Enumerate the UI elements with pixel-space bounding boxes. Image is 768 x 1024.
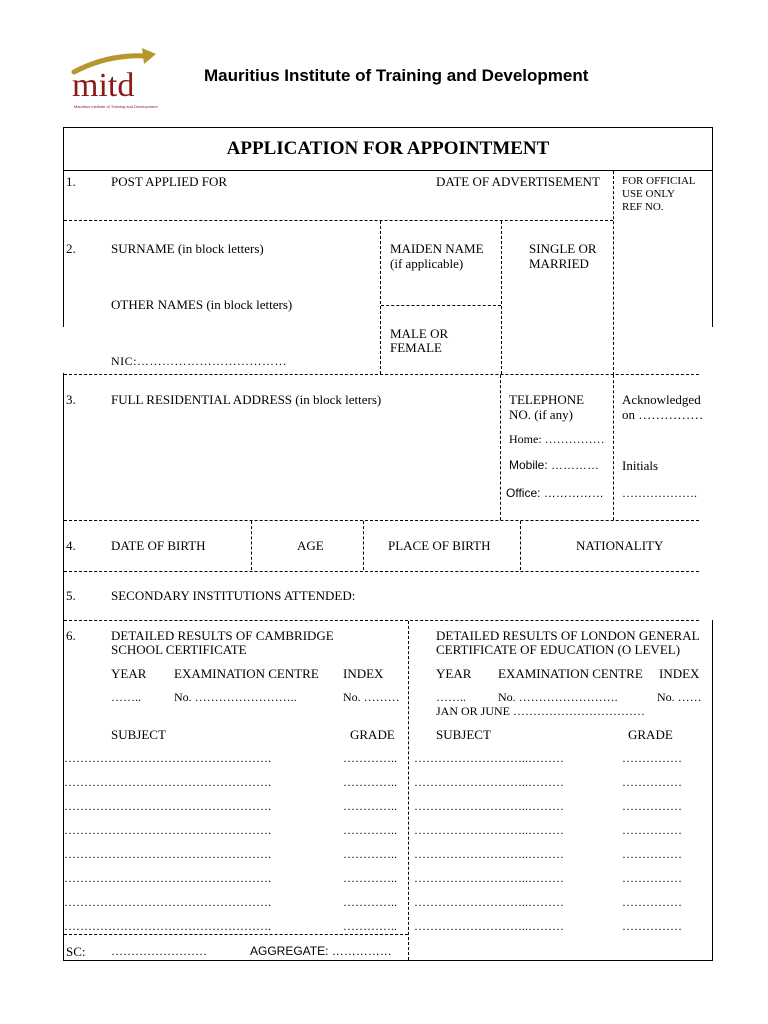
cambridge-subject-row[interactable]: ……………………………………………. bbox=[64, 847, 271, 861]
london-results-label-2: CERTIFICATE OF EDUCATION (O LEVEL) bbox=[436, 642, 681, 657]
sc-field[interactable]: …………………… bbox=[111, 944, 207, 958]
section-2-number: 2. bbox=[66, 241, 76, 256]
cambridge-index-field[interactable]: No. ……… bbox=[343, 690, 400, 704]
cambridge-grade-row[interactable]: ………….. bbox=[343, 847, 397, 861]
cambridge-subject-row[interactable]: ……………………………………………. bbox=[64, 919, 271, 933]
form-title: APPLICATION FOR APPOINTMENT bbox=[226, 138, 550, 159]
place-of-birth-label: PLACE OF BIRTH bbox=[388, 538, 491, 553]
frame-top bbox=[63, 127, 713, 128]
section-5-divider bbox=[64, 620, 699, 621]
telephone-label-1: TELEPHONE bbox=[509, 392, 585, 407]
pob-nationality-divider bbox=[520, 521, 521, 570]
cambridge-results-label-1: DETAILED RESULTS OF CAMBRIDGE bbox=[111, 628, 334, 643]
london-grade-row[interactable]: …………… bbox=[622, 847, 682, 861]
title-divider bbox=[63, 170, 713, 171]
cambridge-grade-row[interactable]: ………….. bbox=[343, 751, 397, 765]
marital-column-divider bbox=[501, 221, 502, 374]
london-subject-row[interactable]: ………………………..……… bbox=[414, 919, 564, 933]
maiden-name-label: MAIDEN NAME bbox=[390, 241, 484, 256]
jan-or-june-field[interactable]: JAN OR JUNE …………………………… bbox=[436, 704, 646, 718]
cambridge-subject-row[interactable]: ……………………………………………. bbox=[64, 751, 271, 765]
london-subject-row[interactable]: ………………………..……… bbox=[414, 871, 564, 885]
aggregate-field[interactable]: AGGREGATE: …………… bbox=[250, 944, 392, 958]
organization-name: Mauritius Institute of Training and Development bbox=[204, 66, 589, 85]
official-column-divider bbox=[613, 171, 614, 375]
cambridge-subject-row[interactable]: ……………………………………………. bbox=[64, 775, 271, 789]
frame-right-lower bbox=[712, 620, 713, 961]
dob-age-divider bbox=[251, 521, 252, 570]
section-5-number: 5. bbox=[66, 588, 76, 603]
london-year-label: YEAR bbox=[436, 666, 472, 681]
logo-text: mitd bbox=[72, 67, 135, 104]
initials-field: ………………. bbox=[622, 486, 697, 500]
date-advertisement-label: DATE OF ADVERTISEMENT bbox=[436, 174, 600, 189]
london-grade-row[interactable]: …………… bbox=[622, 919, 682, 933]
acknowledged-on-field: on …………… bbox=[622, 407, 704, 422]
london-subject-row[interactable]: ………………………..……… bbox=[414, 751, 564, 765]
certificate-column-divider bbox=[408, 621, 409, 960]
section-6-number: 6. bbox=[66, 628, 76, 643]
male-female-label-2: FEMALE bbox=[390, 340, 442, 355]
other-names-label: OTHER NAMES (in block letters) bbox=[111, 297, 293, 312]
age-pob-divider bbox=[363, 521, 364, 570]
home-phone-field[interactable]: Home: …………… bbox=[509, 432, 605, 446]
section-1-number: 1. bbox=[66, 174, 76, 189]
nationality-label: NATIONALITY bbox=[576, 538, 664, 553]
male-female-label-1: MALE OR bbox=[390, 326, 449, 341]
age-label: AGE bbox=[297, 538, 324, 553]
cambridge-index-label: INDEX bbox=[343, 666, 384, 681]
surname-label: SURNAME (in block letters) bbox=[111, 241, 264, 256]
section-4-divider bbox=[64, 571, 699, 572]
cambridge-year-field[interactable]: …….. bbox=[111, 690, 141, 704]
london-subject-row[interactable]: ………………………..……… bbox=[414, 895, 564, 909]
london-exam-centre-field[interactable]: No. ……………………. bbox=[498, 690, 618, 704]
office-phone-field[interactable]: Office: …………… bbox=[506, 486, 604, 500]
cambridge-grade-row[interactable]: ………….. bbox=[343, 919, 397, 933]
cambridge-results-label-2: SCHOOL CERTIFICATE bbox=[111, 642, 247, 657]
cambridge-grade-row[interactable]: ………….. bbox=[343, 895, 397, 909]
post-applied-label: POST APPLIED FOR bbox=[111, 174, 228, 189]
maiden-gender-divider bbox=[381, 305, 501, 306]
date-of-birth-label: DATE OF BIRTH bbox=[111, 538, 206, 553]
london-year-field[interactable]: …….. bbox=[436, 690, 466, 704]
frame-right-upper bbox=[712, 127, 713, 327]
cambridge-subject-row[interactable]: ……………………………………………. bbox=[64, 871, 271, 885]
nic-field[interactable]: NIC:……………………………… bbox=[111, 354, 287, 368]
london-grade-row[interactable]: …………… bbox=[622, 823, 682, 837]
section-2-divider bbox=[64, 374, 699, 375]
official-use-line-1: FOR OFFICIAL bbox=[622, 175, 696, 187]
cambridge-exam-centre-field[interactable]: No. …………………….. bbox=[174, 690, 297, 704]
official-use-line-2: USE ONLY bbox=[622, 188, 675, 200]
mitd-logo bbox=[68, 44, 164, 114]
london-subject-label: SUBJECT bbox=[436, 727, 491, 742]
cambridge-subject-row[interactable]: ……………………………………………. bbox=[64, 895, 271, 909]
cambridge-grade-row[interactable]: ………….. bbox=[343, 799, 397, 813]
london-index-label: INDEX bbox=[659, 666, 700, 681]
maiden-name-note: (if applicable) bbox=[390, 256, 464, 271]
initials-label: Initials bbox=[622, 458, 659, 473]
maiden-column-divider bbox=[380, 221, 381, 374]
secondary-institutions-label: SECONDARY INSTITUTIONS ATTENDED: bbox=[111, 588, 356, 603]
cambridge-grade-row[interactable]: ………….. bbox=[343, 871, 397, 885]
mobile-phone-field[interactable]: Mobile: ………… bbox=[509, 458, 600, 472]
cambridge-subject-row[interactable]: ……………………………………………. bbox=[64, 823, 271, 837]
london-subject-row[interactable]: ………………………..……… bbox=[414, 799, 564, 813]
official-use-line-3: REF NO. bbox=[622, 201, 664, 213]
london-grade-row[interactable]: …………… bbox=[622, 895, 682, 909]
section-4-number: 4. bbox=[66, 538, 76, 553]
cambridge-subject-label: SUBJECT bbox=[111, 727, 166, 742]
cambridge-grade-row[interactable]: ………….. bbox=[343, 775, 397, 789]
london-results-label-1: DETAILED RESULTS OF LONDON GENERAL bbox=[436, 628, 700, 643]
acknowledged-label: Acknowledged bbox=[622, 392, 701, 407]
london-subject-row[interactable]: ………………………..……… bbox=[414, 823, 564, 837]
telephone-label-2: NO. (if any) bbox=[509, 407, 573, 422]
section-1-divider bbox=[64, 220, 613, 221]
london-grade-row[interactable]: …………… bbox=[622, 871, 682, 885]
section-3-divider bbox=[64, 520, 699, 521]
logo-tagline: Mauritius Institute of Training and Development bbox=[74, 104, 158, 109]
sc-divider bbox=[64, 934, 408, 935]
telephone-column-divider bbox=[500, 375, 501, 520]
london-grade-row[interactable]: …………… bbox=[622, 799, 682, 813]
london-grade-label: GRADE bbox=[628, 727, 673, 742]
london-subject-row[interactable]: ………………………..……… bbox=[414, 775, 564, 789]
frame-bottom bbox=[63, 960, 713, 961]
cambridge-grade-label: GRADE bbox=[350, 727, 395, 742]
single-married-label-1: SINGLE OR bbox=[529, 241, 597, 256]
cambridge-subject-row[interactable]: ……………………………………………. bbox=[64, 799, 271, 813]
sc-label: SC: bbox=[66, 944, 86, 959]
london-grade-row[interactable]: …………… bbox=[622, 775, 682, 789]
london-grade-row[interactable]: …………… bbox=[622, 751, 682, 765]
london-subject-row[interactable]: ………………………..……… bbox=[414, 847, 564, 861]
address-label: FULL RESIDENTIAL ADDRESS (in block letters) bbox=[111, 392, 382, 407]
single-married-label-2: MARRIED bbox=[529, 256, 589, 271]
london-index-field[interactable]: No. …… bbox=[657, 690, 702, 704]
cambridge-year-label: YEAR bbox=[111, 666, 147, 681]
acknowledged-column-divider bbox=[613, 375, 614, 520]
cambridge-exam-centre-label: EXAMINATION CENTRE bbox=[174, 666, 319, 681]
cambridge-grade-row[interactable]: ………….. bbox=[343, 823, 397, 837]
london-exam-centre-label: EXAMINATION CENTRE bbox=[498, 666, 643, 681]
section-3-number: 3. bbox=[66, 392, 76, 407]
